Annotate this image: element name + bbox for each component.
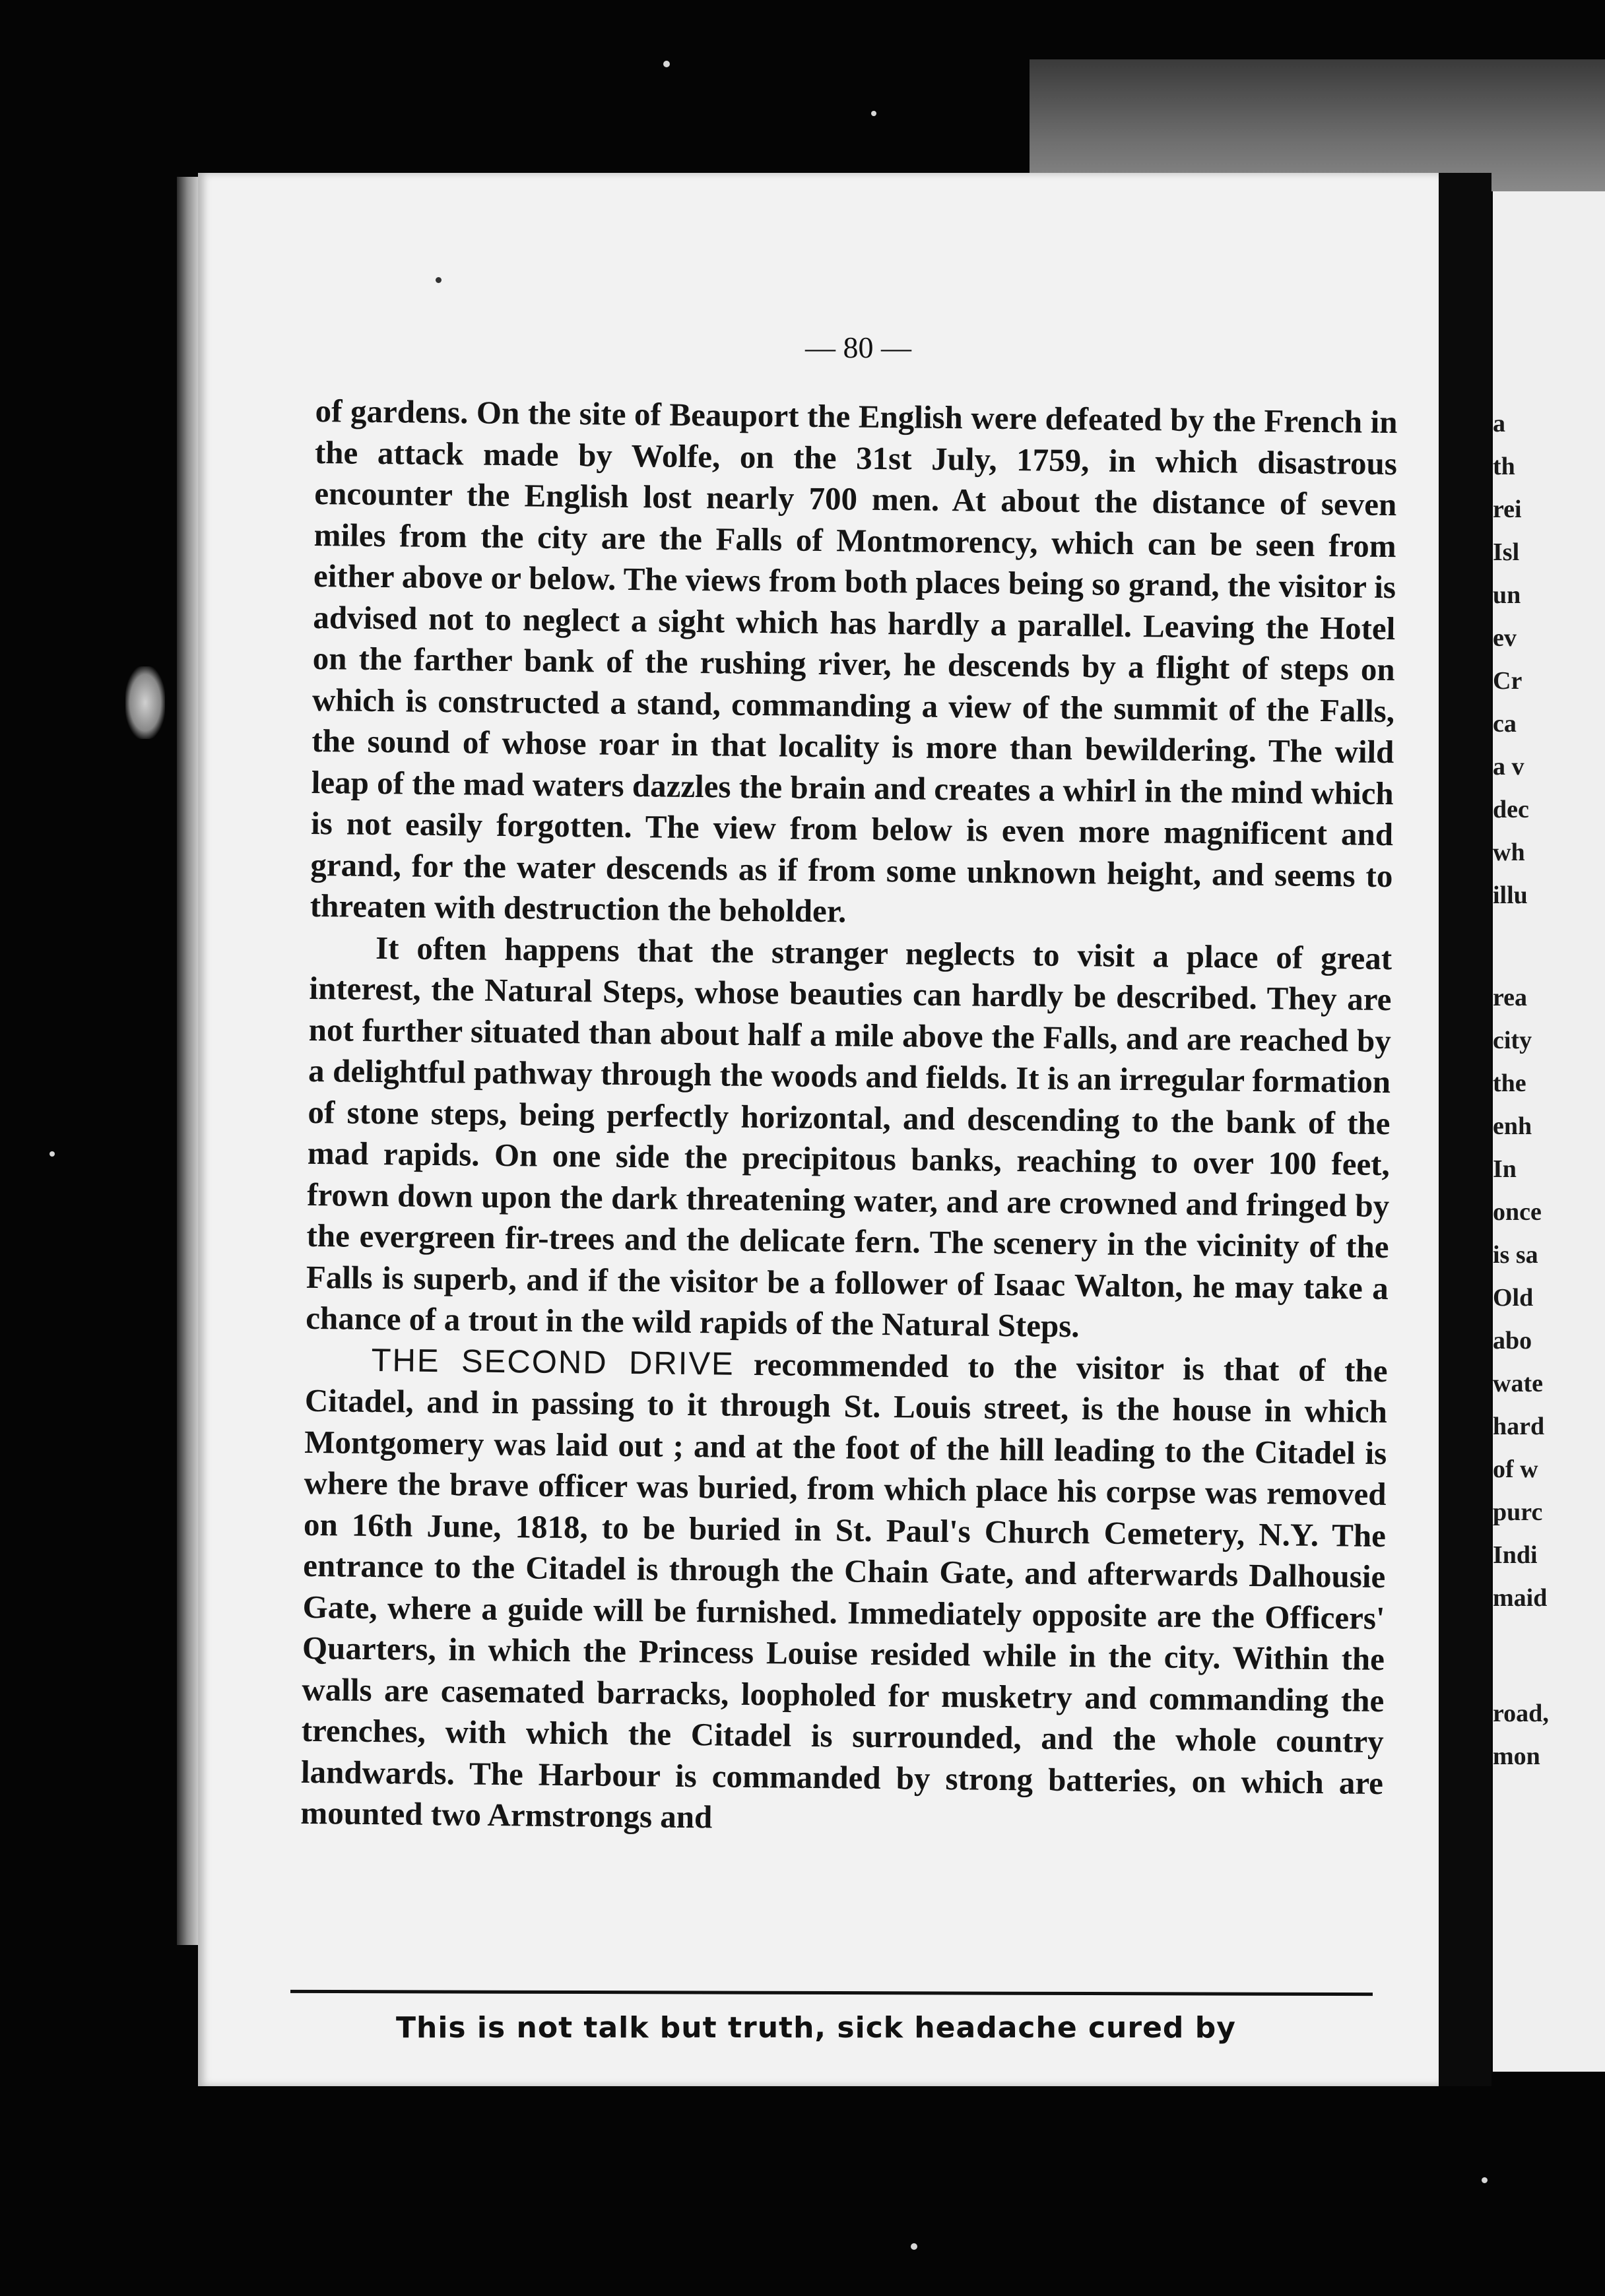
facing-line: ev — [1493, 624, 1517, 652]
facing-line: city — [1493, 1027, 1532, 1054]
facing-line: mon — [1493, 1742, 1540, 1770]
paragraph — [310, 391, 1397, 938]
paragraph — [306, 926, 1392, 1350]
facing-line: maid — [1493, 1584, 1548, 1612]
facing-line: dec — [1493, 796, 1529, 823]
facing-line: wh — [1493, 839, 1525, 866]
facing-line: the — [1493, 1069, 1526, 1097]
paragraph-text: It often happens that the stranger neglects to visit a place of great interest, the Natural Steps, whose beauties can hardly be described. They are not further situated than about half a mile above the Falls, and are reached by a delightful pathway through the woods and fields. It is an irregular formation of stone steps, being perfectly horizontal, and descending to the bank of the mad rapids. On one side the precipitous banks, reaching to over 100 feet, frown down upon the dark threatening water, and are crowned and fringed by the evergreen fir-trees and the delicate fern. The scenery in the vicinity of the Falls is superb, and if the visitor be a follower of Isaac Walton, he may take a chance of a trout in the wild rapids of the Natural Steps. — [305, 929, 1392, 1345]
paragraph-text: recommended to the visitor is that of the Citadel, and in passing to it through St. Louis street, is the house in which Montgomery was laid out ; and at the foot of the hill leading to the Citadel is where the brave officer was buried, from which place his corpse was removed on 16th June, 1818, to be buried in St. Paul's Church Cemetery, N.Y. The entrance to the Citadel is through the Chain Gate, and afterwards Dalhousie Gate, where a guide will be furnished. Immediately opposite are the Officers' Quarters, in which the Princess Louise resided while in the city. Within the walls are casemated barracks, loopholed for musketry and commanding the trenches, with which the Citadel is surrounded, and the whole country landwards. The Harbour is commanded by strong batteries, on which are mounted two Armstrongs and — [300, 1345, 1388, 1835]
facing-line: un — [1493, 581, 1521, 609]
facing-line: rea — [1493, 984, 1528, 1011]
page-number: — 80 — — [805, 331, 911, 364]
facing-line: of w — [1493, 1455, 1538, 1483]
paragraph — [300, 1339, 1388, 1845]
facing-line: Cr — [1493, 667, 1523, 695]
facing-line: enh — [1493, 1112, 1532, 1140]
speck — [871, 111, 876, 116]
speck — [49, 1151, 55, 1157]
footer-advertisement: This is not talk but truth, sick headache cured by — [396, 2011, 1236, 2045]
facing-line: In — [1493, 1155, 1517, 1183]
facing-line: a v — [1493, 753, 1524, 781]
section-lead: THE SECOND DRIVE — [371, 1342, 735, 1382]
paragraph-text: of gardens. On the site of Beauport the English were defeated by the French in the attack made by Wolfe, on the 31st July, 1759, in which disastrous encounter the English lost nearly 700 men. At about the distance of seven miles from the city are the Falls of Montmorency, which can be seen from either above or below. The views from both places being so grand, the visitor is advised not to neglect a sight which has hardly a parallel. Leaving the Hotel on the farther bank of the rushing river, he descends by a flight of steps on which is constructed a stand, commanding a view of the summit of the Falls, the sound of whose roar in that locality is more than bewildering. The wild leap of the mad waters dazzles the brain and creates a whirl in the mind which is not easily forgotten. The view from below is even more magnificent and grand, for the water descends as if from some unknown height, and seems to threaten with destruction the beholder. — [310, 392, 1398, 930]
body-text — [300, 391, 1398, 1845]
facing-line: once — [1493, 1198, 1542, 1226]
facing-line: hard — [1493, 1413, 1545, 1440]
facing-line: wate — [1493, 1370, 1543, 1397]
speck — [1482, 2177, 1488, 2183]
facing-line: Indi — [1493, 1541, 1538, 1569]
facing-line: abo — [1493, 1327, 1532, 1355]
facing-line: Old — [1493, 1284, 1534, 1312]
page-gutter — [1439, 173, 1491, 2086]
speck — [911, 2243, 917, 2250]
book-spine-shadow — [177, 177, 201, 1945]
facing-page-fragment — [1493, 191, 1605, 2072]
facing-line: Isl — [1493, 538, 1520, 566]
speck — [436, 277, 442, 283]
facing-line: road, — [1493, 1700, 1549, 1727]
facing-line: is sa — [1493, 1241, 1538, 1269]
facing-line: rei — [1493, 495, 1522, 523]
facing-line: a — [1493, 410, 1505, 437]
facing-line: illu — [1493, 881, 1528, 909]
facing-line: th — [1493, 453, 1515, 480]
facing-line: ca — [1493, 710, 1517, 738]
facing-line: purc — [1493, 1498, 1543, 1526]
film-edge-band — [1030, 59, 1605, 191]
speck — [663, 61, 670, 67]
page-edge-damage — [125, 666, 165, 739]
